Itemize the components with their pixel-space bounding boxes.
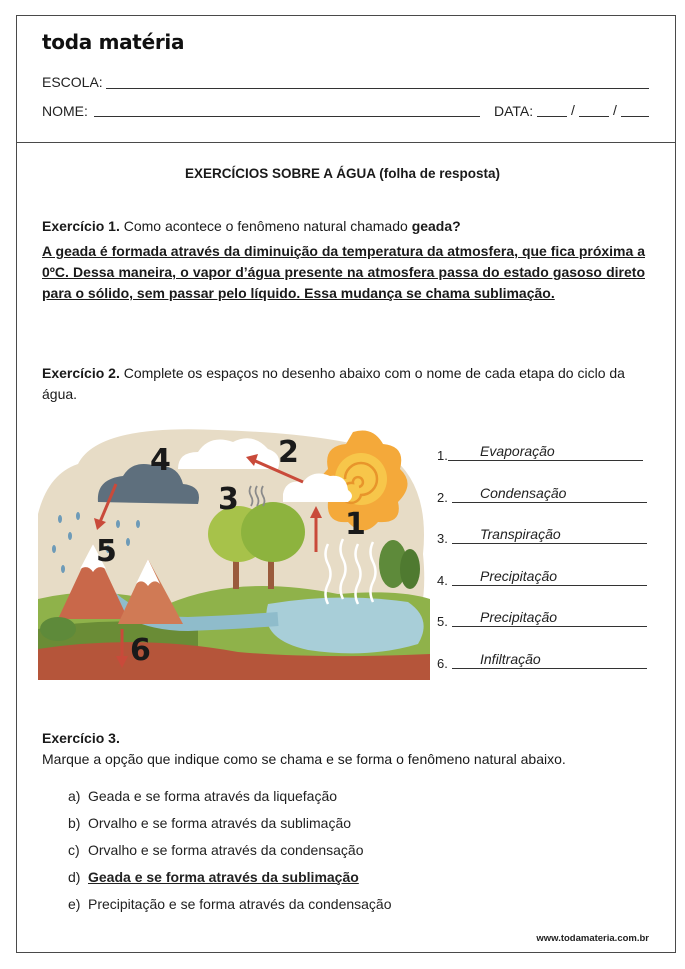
option-text: Orvalho e se forma através da condensação <box>88 842 364 858</box>
exercise-3-label: Exercício 3. <box>42 730 120 746</box>
data-label: DATA: <box>494 103 534 119</box>
option-item[interactable] <box>68 842 364 858</box>
option-letter: e) <box>68 896 81 912</box>
step-number-6: 6 <box>130 633 151 668</box>
step-number-4: 4 <box>150 443 171 478</box>
date-day-field[interactable] <box>537 116 567 117</box>
answer-text: Transpiração <box>480 526 561 542</box>
date-year-field[interactable] <box>621 116 649 117</box>
option-item[interactable] <box>68 869 359 885</box>
exercise-1-text: Como acontece o fenômeno natural chamado <box>123 218 408 234</box>
answer-number: 6. <box>437 656 448 671</box>
escola-label: ESCOLA: <box>42 74 103 90</box>
answer-text: Precipitação <box>480 568 558 584</box>
answer-number: 3. <box>437 531 448 546</box>
answer-blank[interactable] <box>452 502 647 503</box>
option-text: Precipitação e se forma através da condensação <box>88 896 392 912</box>
option-letter: a) <box>68 788 81 804</box>
option-item[interactable] <box>68 896 392 912</box>
answer-text: Condensação <box>480 485 567 501</box>
exercise-2-label: Exercício 2. <box>42 365 120 381</box>
option-item[interactable] <box>68 815 351 831</box>
answer-blank[interactable] <box>452 626 647 627</box>
answer-blank[interactable] <box>452 668 647 669</box>
exercise-1-label: Exercício 1. <box>42 218 120 234</box>
option-letter: c) <box>68 842 80 858</box>
nome-label: NOME: <box>42 103 88 119</box>
option-letter: d) <box>68 869 81 885</box>
exercise-2-text: Complete os espaços no desenho abaixo com o nome de cada etapa do ciclo da água. <box>42 365 625 402</box>
exercise-2-question <box>42 363 646 405</box>
date-separator: / <box>613 102 617 118</box>
option-text: Geada e se forma através da sublimação <box>88 869 359 885</box>
answer-number: 4. <box>437 573 448 588</box>
exercise-3-question: Marque a opção que indique como se chama e se forma o fenômeno natural abaixo. <box>42 751 566 767</box>
step-number-2: 2 <box>278 435 299 470</box>
answer-blank[interactable] <box>452 543 647 544</box>
option-text: Orvalho e se forma através da sublimação <box>88 815 352 831</box>
answer-text: Evaporação <box>480 443 555 459</box>
footer-url: www.todamateria.com.br <box>536 933 649 944</box>
date-separator: / <box>571 102 575 118</box>
exercise-1-keyword: geada? <box>411 218 461 234</box>
answer-blank[interactable] <box>452 585 647 586</box>
date-month-field[interactable] <box>579 116 609 117</box>
water-cycle-illustration <box>38 424 430 680</box>
page-title: EXERCÍCIOS SOBRE A ÁGUA (folha de resposta) <box>184 166 501 181</box>
answer-number: 2. <box>437 490 448 505</box>
step-number-5: 5 <box>96 534 117 569</box>
answer-number: 1. <box>437 448 448 463</box>
option-letter: b) <box>68 815 81 831</box>
answer-text: Infiltração <box>480 651 541 667</box>
logo: toda matéria <box>42 30 185 54</box>
nome-field[interactable] <box>94 116 480 117</box>
escola-field[interactable] <box>106 88 649 89</box>
option-item[interactable] <box>68 788 337 804</box>
step-number-3: 3 <box>218 482 239 517</box>
step-number-1: 1 <box>345 507 366 542</box>
option-text: Geada e se forma através da liquefação <box>88 788 338 804</box>
header-divider <box>16 142 676 143</box>
answer-blank[interactable] <box>448 460 643 461</box>
answer-text: Precipitação <box>480 609 558 625</box>
exercise-3-title <box>42 728 646 749</box>
answer-number: 5. <box>437 614 448 629</box>
exercise-1-answer: A geada é formada através da diminuição da temperatura da atmosfera, que fica próxima a 0ºC. Dessa maneira, o vapor d’água presente na atmosfera passa do estado gasoso direto para o sólido, sem passar pelo líquido. Essa mudança se chama sublimação. <box>42 243 645 301</box>
exercise-1-question <box>42 216 646 237</box>
